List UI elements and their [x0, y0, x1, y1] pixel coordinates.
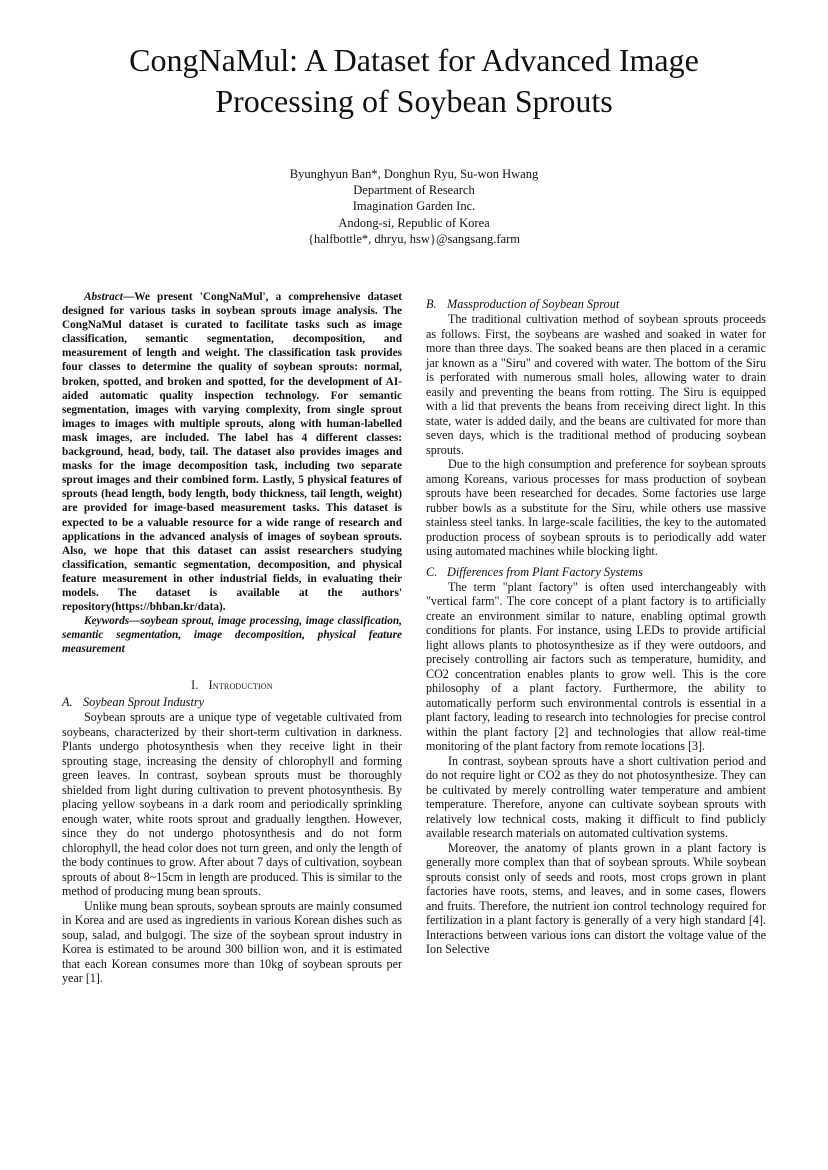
abstract-label: Abstract: [84, 291, 123, 303]
subsection-title: Massproduction of Soybean Sprout: [447, 297, 620, 311]
abstract: [62, 290, 402, 614]
paragraph: Unlike mung bean sprouts, soybean sprouts are mainly consumed in Korea and are used as ingredients in various Korean dishes such as soup, salad, and bulgogi. The size of the soybean sprout industry in Korea is estimated to be around 300 billion won, and it is estimated that each Korean consumes more than 10kg of soybean sprouts per year [1].: [62, 898, 402, 986]
paragraph: In contrast, soybean sprouts have a short cultivation period and do not require light or CO2 as they do not photosynthesize. They can be cultivated by merely controlling water temperature and ambient temperature. Therefore, anyone can cultivate soybean sprouts with relatively low technical costs, making it difficult to find publicly available research materials on automated cultivation systems.: [426, 753, 766, 840]
abstract-text: —We present 'CongNaMul', a comprehensive dataset designed for various tasks in soybean sprouts image analysis. The CongNaMul dataset is curated to facilitate tasks such as image classification, semantic segmentation, decomposition, and measurement of length and weight. The classification task provides four classes to determine the quality of soybean sprouts: normal, broken, spotted, and broken and spotted, for the development of AI-aided automatic quality inspection technology. For semantic segmentation, images with varying complexity, from single sprout images to images with multiple sprouts, along with human-labelled mask images, are included. The label has 4 different classes: background, head, body, tail. The dataset also provides images and masks for the image decomposition task, including two separate sprout images and their combined form. Lastly, 5 physical features of sprouts (head length, body length, body thickness, tail length, weight) are provided for image-based measurement tasks. This dataset is expected to be a valuable resource for a wide range of research and applications in the advanced analysis of images of soybean sprouts. Also, we hope that this dataset can assist researchers studying classification, semantic segmentation, decomposition, and physical feature measurement in other industrial fields, in evaluating their models. The dataset is available at the authors' repository(https://bhban.kr/data).: [62, 291, 402, 614]
paragraph: The term "plant factory" is often used interchangeably with "vertical farm". The core concept of a plant factory is to artificially create an environment similar to nature, enabling optimal growth conditions for plants. For instance, using LEDs to provide artificial light allows plants to photosynthesize as if they were outdoors, and precisely controlling air factors such as temperature, humidity, and CO2 concentration enables plants to grow well. This is the core philosophy of a plant factory. Furthermore, the ability to automatically perform such environmental controls is essential in a plant factory, leading to research into technologies for precise control within the plant factory [2] and technologies that allow real-time monitoring of the plant factory from remote locations [3].: [426, 579, 766, 753]
subsection-label: B.: [426, 297, 437, 311]
keywords-label: Keywords: [84, 615, 130, 628]
subsection-heading-c: [426, 565, 766, 580]
author-company: Imagination Garden Inc.: [352, 199, 476, 214]
subsection-title: Differences from Plant Factory Systems: [447, 564, 643, 579]
subsection-label: C.: [426, 564, 438, 579]
author-names: Byunghyun Ban*, Donghun Ryu, Su-won Hwang: [289, 167, 539, 181]
author-emails: {halfbottle*, dhryu, hsw}@sangsang.farm: [307, 231, 520, 246]
keywords-text: —soybean sprout, image processing, image classification, semantic segmentation, image decomposition, physical feature measurement: [62, 615, 402, 656]
subsection-title: Soybean Sprout Industry: [83, 695, 205, 710]
author-department: Department of Research: [353, 183, 475, 198]
subsection-heading-b: [426, 297, 766, 312]
subsection-label: A.: [62, 695, 73, 710]
right-column: [426, 297, 766, 957]
paragraph: Due to the high consumption and preference for soybean sprouts among Koreans, various processes for mass production of soybean sprouts have been researched for decades. Some factories use large rubber bowls as a substitute for the Siru, while others use massive stainless steel tanks. In large-scale facilities, the key to the automated production process of soybean sprouts is to periodically add water using automated machines while blocking light.: [426, 457, 766, 558]
author-location: Andong-si, Republic of Korea: [338, 215, 490, 230]
subsection-heading-a: [62, 695, 402, 710]
paper-title: [0, 40, 828, 122]
paragraph: Soybean sprouts are a unique type of vegetable cultivated from soybeans, characterized by their short-term cultivation in darkness. Plants undergo photosynthesis when they receive light in their sprouting stage, increasing the density of chlorophyll and forming green leaves. In contrast, soybean sprouts must be thoroughly shielded from light during cultivation to prevent photosynthesis. By placing yellow soybeans in a dark room and periodically sprinkling enough water, white roots sprout and gradually lengthen. However, since they do not undergo photosynthesis and do not form chlorophyll, the head color does not turn green, and only the length of the body continues to grow. After about 7 days of cultivation, soybean sprouts of about 8~15cm in length are produced. This is similar to the method of producing mung bean sprouts.: [62, 710, 402, 899]
paragraph: Moreover, the anatomy of plants grown in a plant factory is generally more complex than that of soybean sprouts. While soybean sprouts consist only of seeds and roots, most crops grown in plant factories have roots, stems, and leaves, and in some cases, flowers and fruits. Therefore, the nutrient ion control technology required for fertilization in a plant factory is generally of a very high standard [4]. Interactions between various ions can distort the voltage value of the Ion Selective: [426, 840, 766, 956]
title-line-2: Processing of Soybean Sprouts: [215, 83, 613, 119]
section-number: I.: [191, 678, 199, 693]
paragraph: The traditional cultivation method of soybean sprouts proceeds as follows. First, the soybeans are washed and soaked in water for more than three days. The soaked beans are then placed in a ceramic jar known as a "Siru" and covered with water. The bottom of the Siru is perforated with numerous small holes, allowing water to drain easily and preventing the beans from rotting. The Siru is equipped with a lid that prevents the beans from receiving direct light. In this state, water is added daily, and the beans are cultivated for more than seven days, which is the traditional method of producing soybean sprouts.: [426, 312, 766, 457]
author-block: [0, 166, 828, 247]
left-column: [62, 290, 402, 986]
section-title: Introduction: [208, 678, 273, 693]
section-heading-introduction: [62, 678, 402, 693]
title-line-1: CongNaMul: A Dataset for Advanced Image: [129, 42, 699, 78]
keywords: [62, 614, 402, 656]
